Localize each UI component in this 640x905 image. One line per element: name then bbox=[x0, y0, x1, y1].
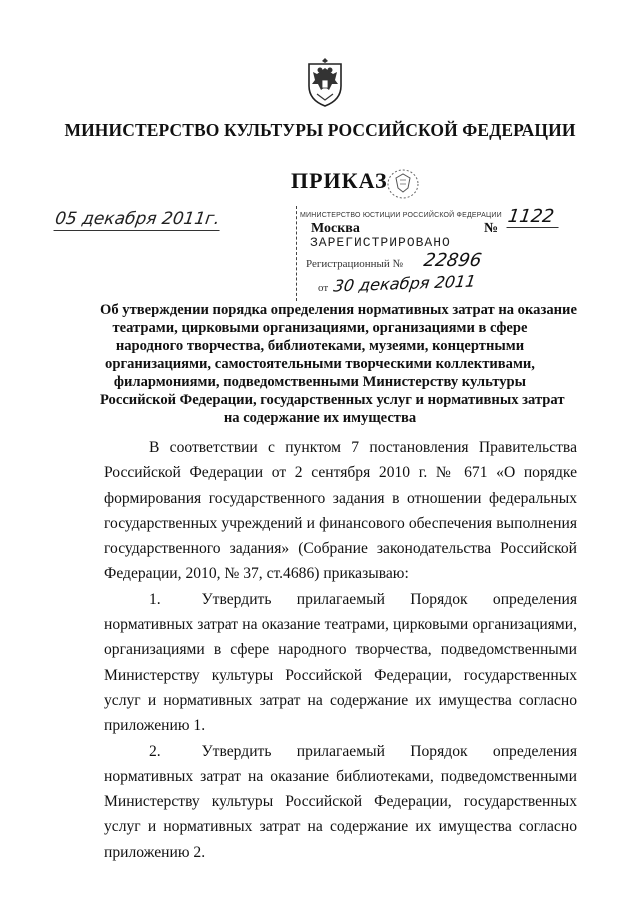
heading-line: народного творчества, библиотеками, музеями, концертными bbox=[115, 338, 525, 354]
stamp-registered-text: ЗАРЕГИСТРИРОВАНО bbox=[310, 235, 451, 250]
item-1-paragraph: 1. Утвердить прилагаемый Порядок определения нормативных затрат на оказание театрами, цирковыми организациями, организациями в сфере народного творчества, подведомственными Министерству культуры Российской Федерации, государственных услуг и нормативных затрат на содержание их имущества согласно приложению 1. bbox=[104, 590, 577, 735]
order-body bbox=[104, 435, 577, 865]
order-date-handwritten: 05 декабря 2011г. bbox=[53, 209, 221, 229]
heading-line: Об утверждении порядка определения нормативных затрат на оказание bbox=[100, 302, 577, 318]
number-sign: № bbox=[484, 221, 499, 236]
coat-of-arms-icon bbox=[303, 56, 347, 108]
stamp-registration-label: Регистрационный № bbox=[306, 258, 404, 270]
order-heading bbox=[100, 301, 577, 427]
stamp-organization: МИНИСТЕРСТВО ЮСТИЦИИ РОССИЙСКОЙ ФЕДЕРАЦИИ bbox=[300, 212, 502, 219]
stamp-from-label: от bbox=[318, 282, 329, 294]
heading-line: театрами, цирковыми организациями, организациями в сфере bbox=[112, 320, 528, 336]
ministry-name: МИНИСТЕРСТВО КУЛЬТУРЫ РОССИЙСКОЙ ФЕДЕРАЦИИ bbox=[64, 120, 576, 140]
heading-line: Российской Федерации, государственных услуг и нормативных затрат bbox=[100, 392, 565, 408]
heading-line: на содержание их имущества bbox=[223, 410, 417, 426]
stamp-registration-number: 22896 bbox=[422, 250, 484, 271]
heading-line: организациями, самостоятельными творческими коллективами, bbox=[105, 356, 535, 372]
stamp-emblem-icon bbox=[384, 166, 422, 202]
heading-line: филармониями, подведомственными Министерству культуры bbox=[113, 374, 527, 390]
stamp-registration-date: 30 декабря 2011 bbox=[332, 271, 478, 296]
intro-paragraph: В соответствии с пунктом 7 постановления Правительства Российской Федерации от 2 сентября 2010 г. № 671 «О порядке формирования государственного задания в отношении федеральных государственных учреждений и финансового обеспечения выполнения государственного задания» (Собрание законодательства Российской Федерации, 2010, № 37, ст.4686) приказываю: bbox=[104, 439, 577, 583]
city: Москва bbox=[311, 221, 360, 236]
order-title: ПРИКАЗ bbox=[291, 168, 388, 193]
item-2-paragraph: 2. Утвердить прилагаемый Порядок определения нормативных затрат на оказание библиотеками, подведомственными Министерству культуры Российской Федерации, государственных услуг и нормативных затрат на содержание их имущества согласно приложению 2. bbox=[104, 742, 577, 861]
order-number-handwritten: 1122 bbox=[506, 206, 561, 228]
